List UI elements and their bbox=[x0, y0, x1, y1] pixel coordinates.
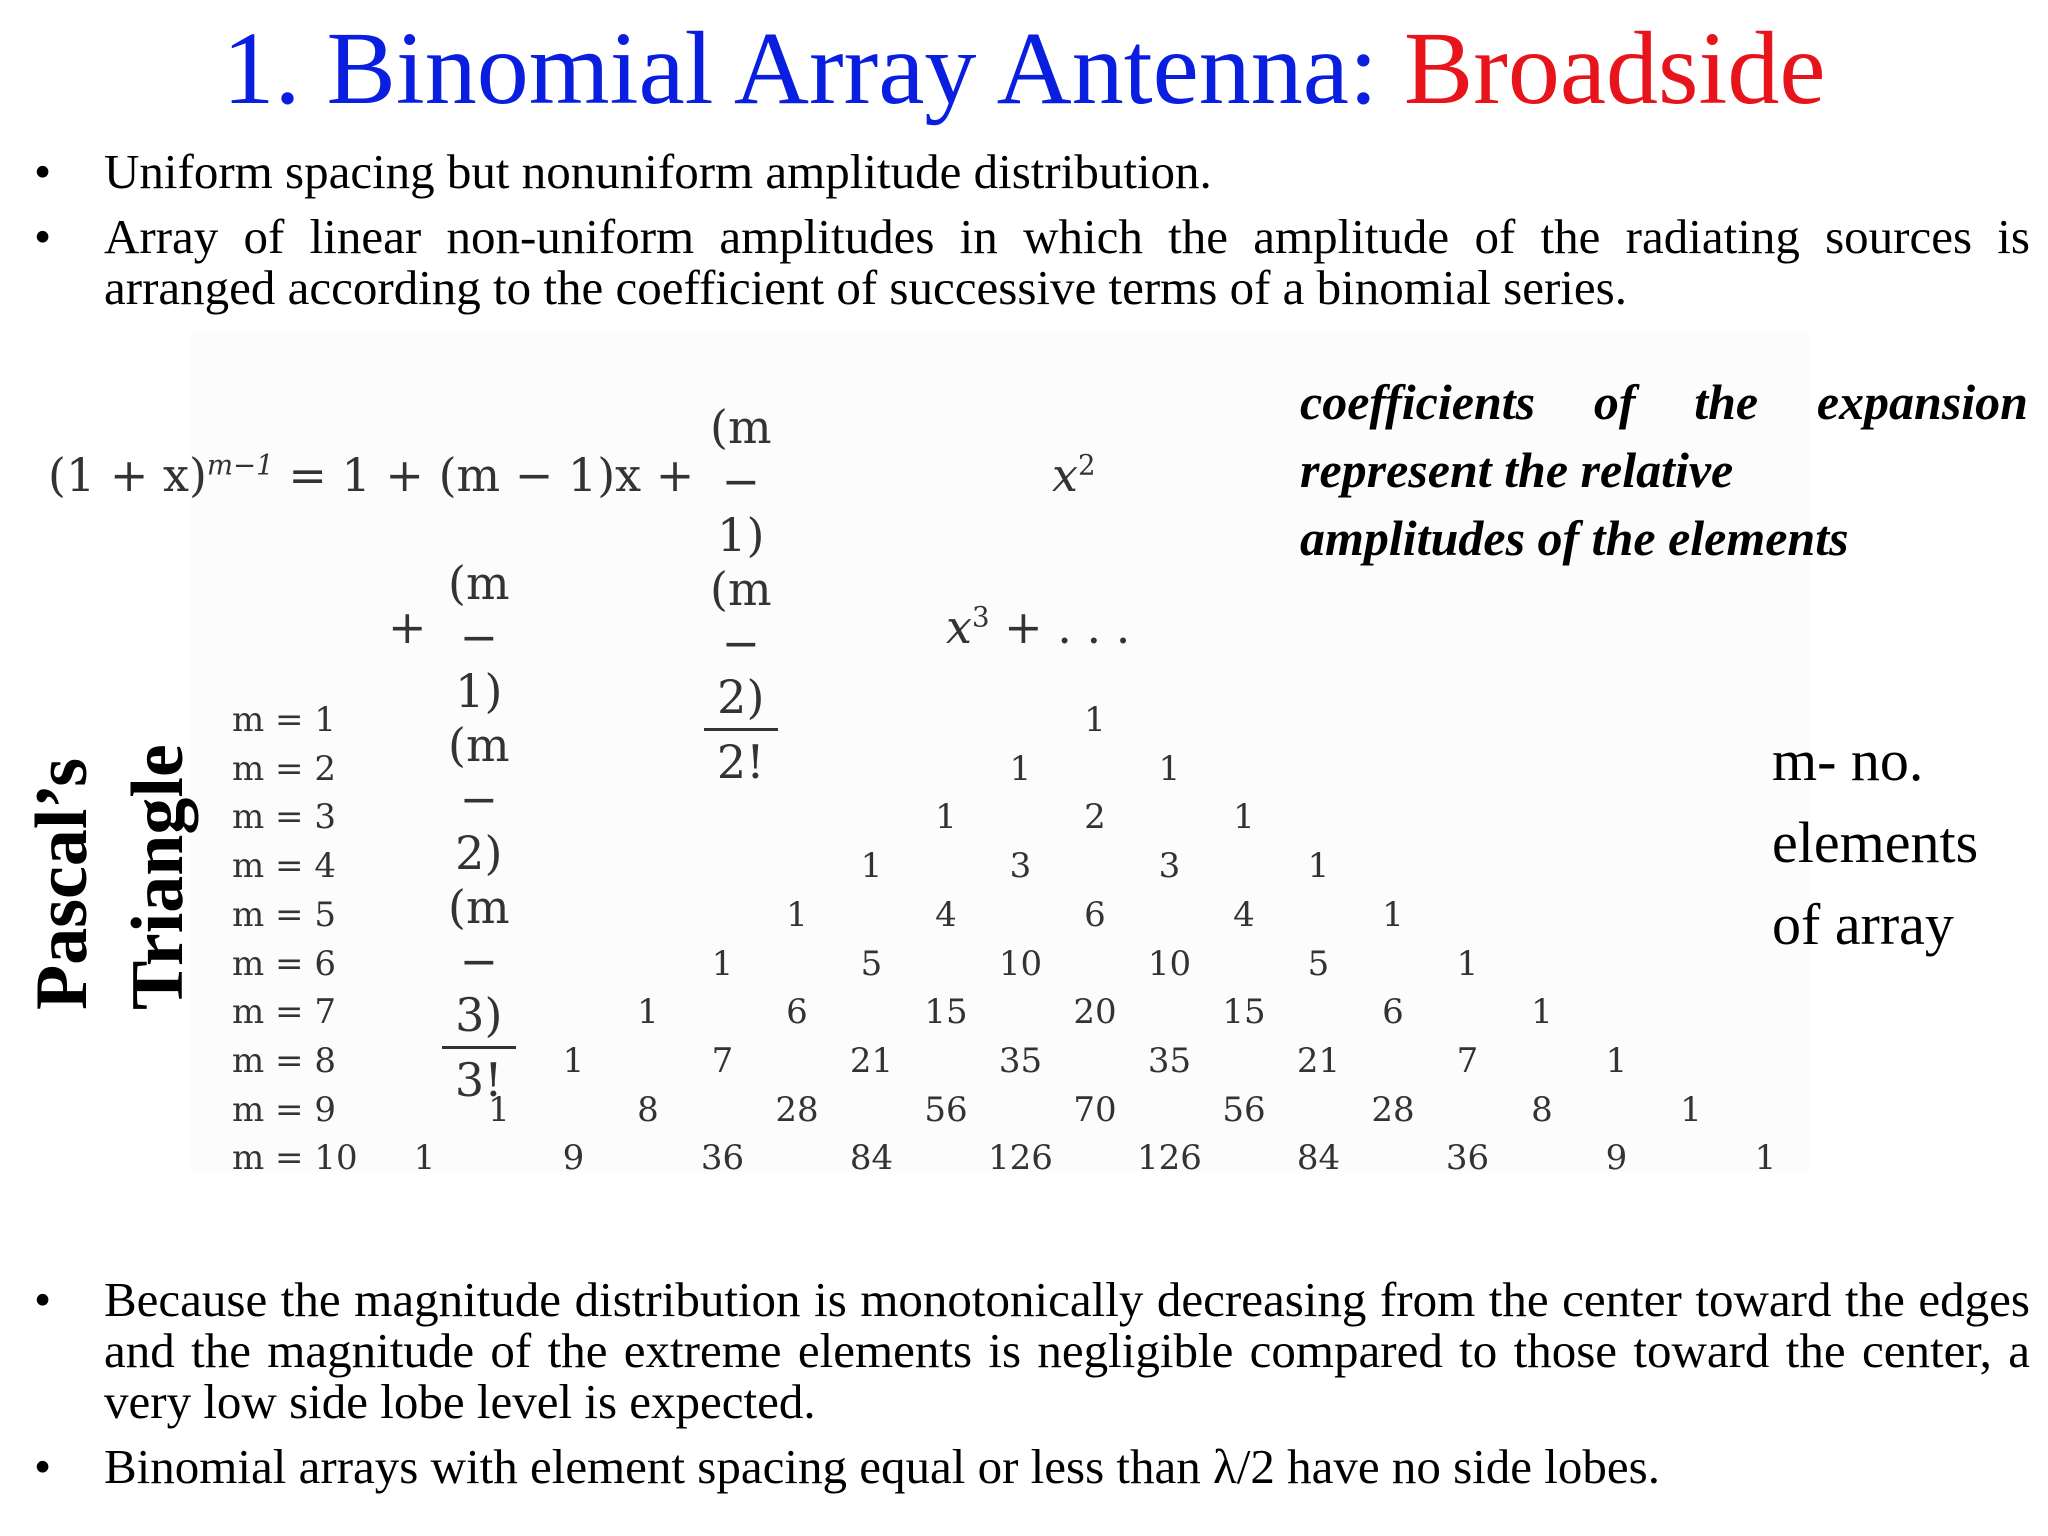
pascal-coefficient: 1 bbox=[860, 846, 883, 887]
pascal-coefficient: 8 bbox=[1531, 1089, 1553, 1130]
pascal-coefficient: 5 bbox=[1307, 943, 1330, 984]
pascal-coefficient: 21 bbox=[849, 1040, 894, 1081]
bullet-item bbox=[22, 146, 2030, 197]
title-accent: Broadside bbox=[1403, 11, 1826, 126]
pascal-coefficient: 3 bbox=[1009, 846, 1032, 887]
formula-lhs-exp: m−1 bbox=[206, 448, 274, 482]
term-2-exp: 2 bbox=[1077, 448, 1096, 482]
pascal-coefficient: 70 bbox=[1073, 1089, 1117, 1130]
bullet-dot: • bbox=[34, 1272, 52, 1327]
pascal-coefficient: 7 bbox=[711, 1040, 734, 1081]
pascal-coefficient: 2 bbox=[1084, 797, 1106, 838]
pascal-coefficient: 84 bbox=[849, 1138, 894, 1179]
pascal-row-label: m = 1 bbox=[232, 700, 336, 740]
pascal-coefficient: 1 bbox=[1009, 748, 1032, 789]
formula-lhs-base: (1 + x) bbox=[48, 448, 207, 502]
formula-rhs-start: = 1 + (m − 1)x + bbox=[288, 448, 695, 502]
pascal-coefficient: 6 bbox=[1084, 894, 1106, 935]
pascal-coefficient: 1 bbox=[1382, 894, 1404, 935]
m-note bbox=[1772, 720, 2032, 966]
title-main: 1. Binomial Array Antenna: bbox=[222, 11, 1404, 126]
pascal-coefficient: 1 bbox=[935, 797, 957, 838]
pascal-coefficient: 1 bbox=[786, 894, 808, 935]
pascal-coefficient: 35 bbox=[998, 1040, 1043, 1081]
term-2-var: x bbox=[1052, 448, 1078, 502]
pascal-coefficient: 1 bbox=[1456, 943, 1479, 984]
bullet-text: Array of linear non-uniform amplitudes in which the amplitude of the radiating sources is arranged according to the coefficient of successive terms of a binomial series. bbox=[104, 209, 2030, 315]
formula-fraction-1 bbox=[704, 400, 778, 789]
pascal-coefficient: 1 bbox=[562, 1040, 585, 1081]
term-3-exp: 3 bbox=[971, 600, 990, 634]
bullet-text: Binomial arrays with element spacing equal or less than λ/2 have no side lobes. bbox=[104, 1439, 1660, 1494]
coefficient-note-line-2: amplitudes of the elements bbox=[1300, 510, 1849, 566]
pascal-coefficient: 1 bbox=[1680, 1089, 1702, 1130]
bottom-bullet-list bbox=[22, 1274, 2030, 1506]
pascal-row-label: m = 3 bbox=[232, 797, 336, 838]
pascal-coefficient: 10 bbox=[998, 943, 1043, 984]
pascal-coefficient: 21 bbox=[1296, 1040, 1341, 1081]
pascal-row-label: m = 6 bbox=[232, 943, 336, 984]
fraction-1-denominator: 2! bbox=[716, 735, 765, 789]
formula-term-2 bbox=[1052, 448, 1096, 502]
pascal-coefficient: 28 bbox=[1371, 1089, 1415, 1130]
pascal-coefficient: 56 bbox=[1222, 1089, 1266, 1130]
pascal-coefficient: 15 bbox=[924, 992, 968, 1033]
bullet-item bbox=[22, 1274, 2030, 1427]
pascal-coefficient: 10 bbox=[1147, 943, 1192, 984]
fraction-2-numerator: (m − 1)(m − 2)(m − 3) bbox=[442, 556, 516, 1049]
pascal-coefficient: 1 bbox=[637, 992, 659, 1033]
formula-lhs bbox=[48, 448, 694, 502]
pascal-coefficient: 28 bbox=[775, 1089, 819, 1130]
pascal-coefficient: 1 bbox=[1307, 846, 1330, 887]
bullet-dot: • bbox=[34, 1439, 52, 1494]
m-note-line: m- no. bbox=[1772, 728, 1924, 793]
pascal-coefficient: 9 bbox=[562, 1138, 585, 1179]
pascal-coefficient: 15 bbox=[1222, 992, 1266, 1033]
pascal-coefficient: 1 bbox=[1605, 1040, 1628, 1081]
pascal-coefficient: 56 bbox=[924, 1089, 968, 1130]
pascal-coefficient: 84 bbox=[1296, 1138, 1341, 1179]
formula-trail: + . . . bbox=[1004, 600, 1131, 654]
pascal-coefficient: 3 bbox=[1158, 846, 1181, 887]
pascal-coefficient: 4 bbox=[935, 894, 957, 935]
pascal-coefficient: 126 bbox=[988, 1138, 1053, 1179]
coefficient-note bbox=[1300, 368, 2028, 572]
pascal-row-label: m = 2 bbox=[232, 748, 336, 789]
slide-title bbox=[0, 11, 2048, 126]
pascal-coefficient: 6 bbox=[1382, 992, 1404, 1033]
fraction-2-denominator: 3! bbox=[454, 1053, 503, 1107]
bullet-text: Uniform spacing but nonuniform amplitude distribution. bbox=[104, 144, 1212, 199]
pascal-coefficient: 1 bbox=[1158, 748, 1181, 789]
pascal-row-label: m = 7 bbox=[232, 992, 336, 1033]
pascal-label-line-1: Pascal’s bbox=[21, 757, 103, 1010]
pascal-coefficient: 36 bbox=[1445, 1138, 1490, 1179]
bullet-text: Because the magnitude distribution is monotonically decreasing from the center toward the edges and the magnitude of the extreme elements is negligible compared to those toward the center, a very low side lobe level is expected. bbox=[104, 1272, 2030, 1429]
m-note-line: of array bbox=[1772, 892, 1954, 957]
bullet-item bbox=[22, 211, 2030, 313]
pascal-coefficient: 1 bbox=[711, 943, 734, 984]
pascal-coefficient: 1 bbox=[1233, 797, 1255, 838]
pascal-coefficient: 1 bbox=[488, 1089, 510, 1130]
fraction-1-numerator: (m − 1)(m − 2) bbox=[704, 400, 778, 731]
pascal-coefficient: 126 bbox=[1137, 1138, 1202, 1179]
pascal-row-label: m = 8 bbox=[232, 1040, 336, 1081]
bullet-item bbox=[22, 1441, 2030, 1492]
m-note-line: elements bbox=[1772, 810, 1979, 875]
pascal-coefficient: 1 bbox=[1531, 992, 1553, 1033]
pascal-coefficient: 9 bbox=[1605, 1138, 1628, 1179]
pascal-row-label: m = 5 bbox=[232, 894, 336, 935]
pascal-label-line-2: Triangle bbox=[117, 744, 199, 1010]
pascal-row-label: m = 10 bbox=[232, 1138, 358, 1179]
coefficient-note-line-1: coefficients of the expansion represent the relative bbox=[1300, 374, 2028, 498]
pascal-triangle-label bbox=[20, 720, 220, 1020]
pascal-coefficient: 1 bbox=[1084, 700, 1106, 740]
bullet-dot: • bbox=[34, 209, 52, 264]
pascal-coefficient: 1 bbox=[1754, 1138, 1777, 1179]
formula-plus: + bbox=[388, 600, 427, 654]
bullet-dot: • bbox=[34, 144, 52, 199]
pascal-coefficient: 20 bbox=[1073, 992, 1117, 1033]
pascal-coefficient: 4 bbox=[1233, 894, 1255, 935]
pascal-coefficient: 8 bbox=[637, 1089, 659, 1130]
top-bullet-list bbox=[22, 146, 2030, 327]
pascal-coefficient: 6 bbox=[786, 992, 808, 1033]
pascal-row-label: m = 9 bbox=[232, 1089, 336, 1130]
pascal-coefficient: 36 bbox=[700, 1138, 745, 1179]
term-3-var: x bbox=[946, 600, 972, 654]
pascal-coefficient: 7 bbox=[1456, 1040, 1479, 1081]
pascal-coefficient: 35 bbox=[1147, 1040, 1192, 1081]
formula-fraction-2 bbox=[442, 556, 516, 1107]
pascal-coefficient: 5 bbox=[860, 943, 883, 984]
pascal-row-label: m = 4 bbox=[232, 846, 336, 887]
pascal-coefficient: 1 bbox=[413, 1138, 436, 1179]
formula-term-3 bbox=[946, 600, 1130, 654]
